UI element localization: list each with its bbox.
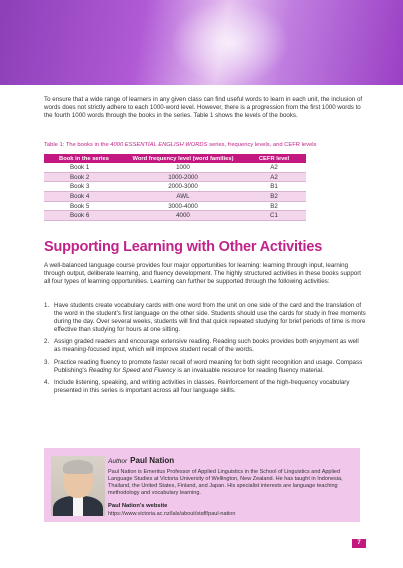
cell-words: 1000-2000: [124, 172, 242, 182]
header-cefr: CEFR level: [242, 154, 306, 163]
cell-words: 4000: [124, 211, 242, 221]
photo-hair: [63, 460, 93, 474]
section-title: Supporting Learning with Other Activities: [44, 239, 323, 255]
list-text-after: is an invaluable resource for reading fluency material.: [177, 366, 324, 374]
cell-book: Book 6: [44, 211, 124, 221]
intro-paragraph: To ensure that a wide range of learners in any given class can find useful words to learn in each unit, the inclusion of words does not strictly adhere to each 1000-word level. However, there is a progression from the first 1000 words to the fourth 1000 words through the books in the series. Table 1 shows the levels of the books.: [44, 96, 363, 120]
list-text: Assign graded readers and encourage extensive reading. Reading such books provides both enjoyment as well as meaning-focused input, which will improve student recall of the words.: [54, 338, 359, 354]
cell-cefr: B1: [242, 182, 306, 192]
website-title: Paul Nation's website: [108, 503, 168, 509]
cell-cefr: C1: [242, 211, 306, 221]
table-caption: [44, 142, 316, 148]
caption-prefix: Table 1: The books in the: [44, 142, 109, 148]
cell-book: Book 5: [44, 201, 124, 211]
cell-book: Book 1: [44, 163, 124, 172]
cell-cefr: B2: [242, 192, 306, 202]
author-box: [44, 448, 360, 522]
cell-words: 3000-4000: [124, 201, 242, 211]
table-row: [44, 163, 306, 172]
table-header-row: [44, 154, 306, 163]
author-heading: [108, 456, 174, 465]
table-row: [44, 211, 306, 221]
list-number: 2.: [44, 338, 50, 346]
cell-book: Book 2: [44, 172, 124, 182]
table-row: [44, 192, 306, 202]
cell-book: Book 3: [44, 182, 124, 192]
list-number: 3.: [44, 358, 50, 366]
list-text: Have students create vocabulary cards with one word from the unit on one side of the card and the translation of the word in the student's first language on the other side. Students should use the cards for study in free moments during the day. Over several weeks, students will find that quick repeated studying for brief periods of time is more effective than studying for hours at one sitting.: [54, 302, 366, 334]
list-number: 1.: [44, 302, 50, 309]
author-name: Paul Nation: [130, 456, 175, 465]
list-book-title: Reading for Speed and Fluency: [88, 366, 176, 374]
list-text-before: Practice reading fluency to promote faster recall of word meaning for both sight recognition and usage. Compass Publishing's: [54, 358, 363, 374]
table-row: [44, 182, 306, 192]
photo-shirt: [73, 496, 83, 516]
cell-cefr: B2: [242, 201, 306, 211]
cell-cefr: A2: [242, 172, 306, 182]
author-photo: [51, 456, 105, 516]
list-text: Include listening, speaking, and writing activities in classes. Reinforcement of the high-frequency vocabulary presented in this series is important across all four language skills.: [54, 378, 350, 394]
page-number: 7: [352, 539, 366, 548]
table-row: [44, 172, 306, 182]
header-book: Book in the series: [44, 154, 124, 163]
caption-series: 4000 ESSENTIAL ENGLISH WORDS: [110, 142, 208, 148]
cell-words: 2000-3000: [124, 182, 242, 192]
cell-cefr: A2: [242, 163, 306, 172]
header-banner: [0, 0, 403, 85]
cell-words: 1000: [124, 163, 242, 172]
cell-book: Book 4: [44, 192, 124, 202]
author-label: Author: [108, 458, 128, 465]
banner-glow: [170, 0, 290, 85]
header-frequency: Word frequency level (word families): [124, 154, 242, 163]
author-bio: Paul Nation is Emeritus Professor of Applied Linguistics in the School of Linguistics and Applied Language Studies at Victoria University of Wellington, New Zealand. He has taught in Indonesia, Thailand, the United States, Finland, and Japan. His specialist interests are language teaching methodology and vocabulary learning.: [108, 469, 343, 497]
list-item: [44, 359, 366, 375]
levels-table: [44, 154, 306, 221]
caption-suffix: series, frequency levels, and CEFR levels: [209, 142, 317, 148]
activity-list: [44, 302, 366, 399]
section-paragraph: A well-balanced language course provides four major opportunities for learning: learning through input, learning through output, deliberate learning, and fluency development. The highly structured activities in these books support all four types of learning opportunities. Learning can further be supported through the following activities:: [44, 262, 362, 286]
list-number: 4.: [44, 378, 50, 386]
website-link[interactable]: https://www.victoria.ac.nz/lals/about/staff/paul-nation: [108, 511, 236, 517]
list-item: [44, 338, 366, 354]
list-item: [44, 302, 366, 334]
table-row: [44, 201, 306, 211]
list-item: [44, 379, 366, 395]
cell-words: AWL: [124, 192, 242, 202]
